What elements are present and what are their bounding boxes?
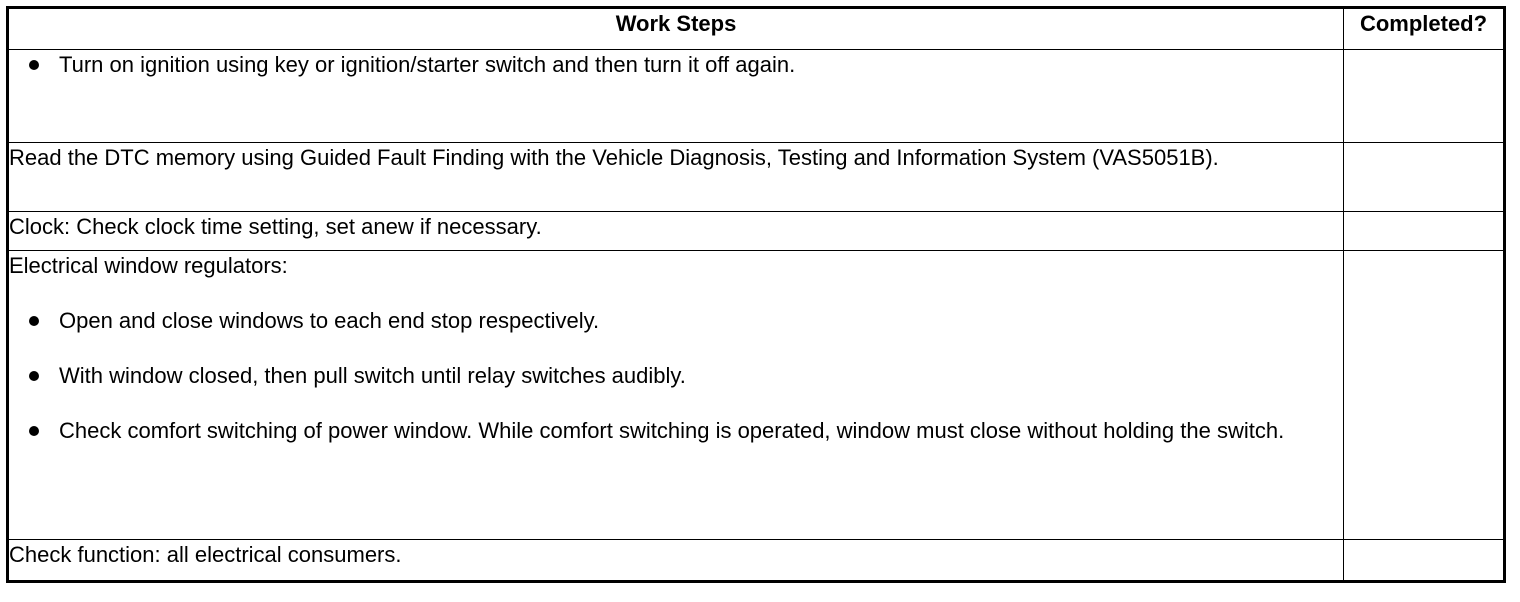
header-row — [8, 8, 1505, 50]
work-step-text: Read the DTC memory using Guided Fault Finding with the Vehicle Diagnosis, Testing and Information System (VAS5051B). — [9, 145, 1219, 170]
bullet-icon — [29, 60, 39, 70]
work-step-cell — [8, 143, 1344, 212]
bullet-icon — [29, 426, 39, 436]
table-row — [8, 143, 1505, 212]
completed-checkbox-cell[interactable] — [1344, 212, 1505, 251]
table-row — [8, 251, 1505, 540]
list-item-text: With window closed, then pull switch until relay switches audibly. — [59, 363, 686, 388]
list-item-text: Open and close windows to each end stop respectively. — [59, 308, 600, 333]
table-row — [8, 540, 1505, 582]
list-item — [9, 361, 1343, 391]
list-item — [9, 306, 1343, 336]
work-step-cell — [8, 212, 1344, 251]
bullet-icon — [29, 371, 39, 381]
work-step-cell — [8, 251, 1344, 540]
list-item — [9, 50, 1343, 80]
work-steps-table — [6, 6, 1506, 583]
table-row — [8, 212, 1505, 251]
completed-checkbox-cell[interactable] — [1344, 251, 1505, 540]
work-steps-header: Work Steps — [8, 8, 1344, 50]
completed-header: Completed? — [1344, 8, 1505, 50]
work-step-text: Electrical window regulators: — [9, 253, 288, 278]
completed-checkbox-cell[interactable] — [1344, 540, 1505, 582]
work-step-text: Check function: all electrical consumers. — [9, 542, 402, 567]
work-step-cell — [8, 540, 1344, 582]
completed-checkbox-cell[interactable] — [1344, 50, 1505, 143]
table-row — [8, 50, 1505, 143]
list-item — [9, 416, 1343, 446]
bullet-icon — [29, 316, 39, 326]
work-step-text: Clock: Check clock time setting, set anew if necessary. — [9, 214, 542, 239]
list-item-text: Check comfort switching of power window. While comfort switching is operated, window must close without holding the switch. — [59, 418, 1285, 443]
list-item-text: Turn on ignition using key or ignition/starter switch and then turn it off again. — [59, 52, 796, 77]
completed-checkbox-cell[interactable] — [1344, 143, 1505, 212]
work-step-cell — [8, 50, 1344, 143]
